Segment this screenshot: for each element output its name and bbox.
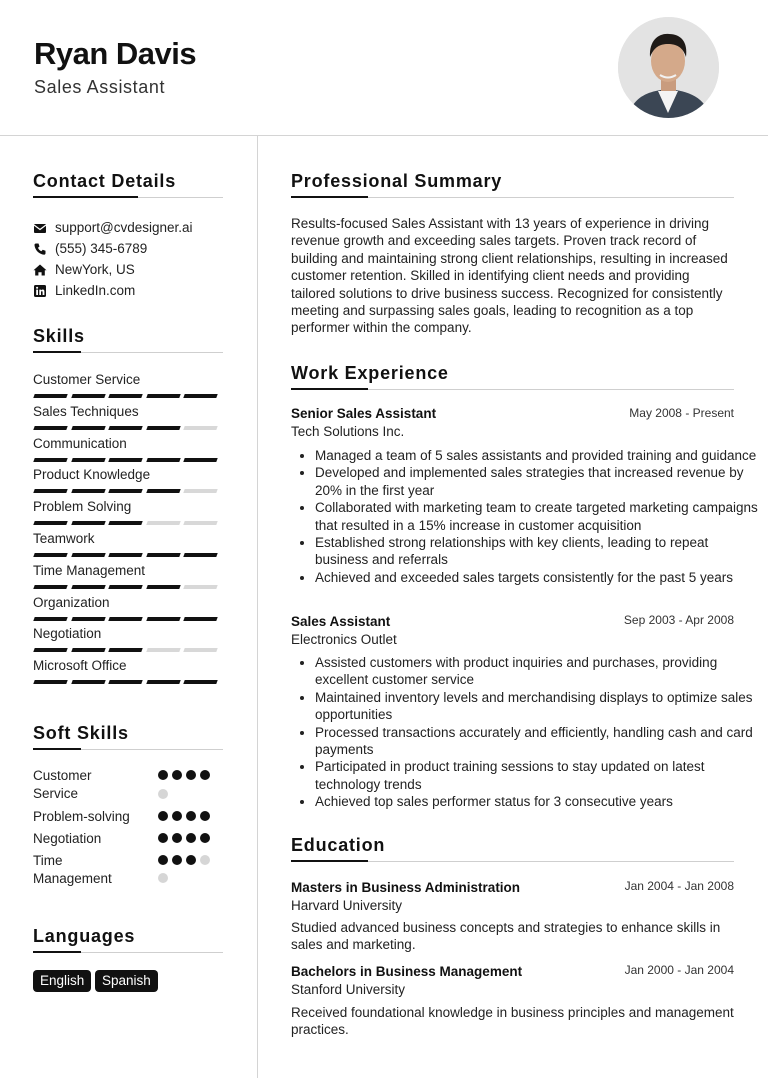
skill-level-segment [71, 617, 105, 621]
skill-label: Organization [33, 594, 110, 610]
skill-level-segment [146, 426, 180, 430]
languages-section-rule [33, 952, 223, 953]
profile-photo [618, 17, 719, 118]
rating-dot [200, 770, 210, 780]
skill-level-segment [184, 585, 218, 589]
job-dates: May 2008 - Present [629, 406, 734, 420]
skill-level-segment [108, 617, 142, 621]
skills-section-rule [33, 352, 223, 353]
skill-level-segment [146, 553, 180, 557]
soft-skill-rating [158, 833, 214, 843]
skill-level-bar [34, 426, 222, 431]
skill-level-segment [33, 617, 67, 621]
job-company: Tech Solutions Inc. [291, 424, 405, 439]
education-school: Harvard University [291, 898, 403, 913]
skill-level-segment [33, 458, 67, 462]
skill-level-segment [184, 648, 218, 652]
skill-level-segment [146, 521, 180, 525]
skill-level-segment [146, 680, 180, 684]
summary-text: Results-focused Sales Assistant with 13 years of experience in driving revenue growth and exceeding sales targets. Proven track record of building and maintaining strong client relationships, resulting in increased customer retention. Skilled in identifying client needs and providing tailored solutions to drive business success. Recognized for consistently meeting and surpassing sales goals, leading to recognition as a top performer within the company. [291, 216, 728, 336]
job-bullet: • Achieved top sales performer status for 3 consecutive years [315, 793, 759, 810]
job-bullet: • Achieved and exceeded sales targets consistently for the past 5 years [315, 569, 759, 586]
education-section-rule [291, 861, 734, 862]
rating-dot [158, 855, 168, 865]
rating-dot [172, 770, 182, 780]
soft-skill-rating-extra-dot [158, 789, 168, 799]
skill-level-segment [108, 680, 142, 684]
education-description: Received foundational knowledge in business principles and management practices. [291, 1005, 734, 1038]
phone-icon [33, 242, 47, 256]
skill-label: Communication [33, 435, 127, 451]
job-bullet: • Managed a team of 5 sales assistants and provided training and guidance [315, 447, 759, 464]
contact-email [33, 220, 193, 235]
job-bullets [291, 654, 759, 811]
skill-level-segment [146, 585, 180, 589]
skill-level-segment [108, 521, 142, 525]
skill-level-segment [33, 648, 67, 652]
skill-level-segment [184, 489, 218, 493]
skill-level-segment [33, 680, 67, 684]
education-section-title: Education [291, 835, 386, 855]
contact-section-title: Contact Details [33, 171, 177, 191]
education-dates: Jan 2000 - Jan 2004 [624, 963, 734, 977]
skill-level-segment [33, 553, 67, 557]
skill-level-segment [71, 680, 105, 684]
soft-skill-label: Problem-solving [33, 809, 130, 824]
linkedin-icon [33, 284, 47, 298]
soft-skill-label: Time Management [33, 853, 112, 886]
skill-level-segment [33, 394, 67, 398]
job-bullets [291, 447, 759, 586]
job-dates: Sep 2003 - Apr 2008 [623, 613, 734, 627]
education-description: Studied advanced business concepts and strategies to enhance skills in sales and marketing. [291, 920, 721, 953]
soft-skill-label: Negotiation [33, 831, 102, 846]
job-bullet: • Developed and implemented sales strategies that increased revenue by 20% in the first year [315, 464, 759, 499]
experience-section-rule [291, 389, 734, 390]
contact-linkedin-text[interactable]: LinkedIn.com [55, 283, 136, 298]
skill-label: Problem Solving [33, 499, 132, 515]
rating-dot [186, 811, 196, 821]
skill-level-segment [108, 553, 142, 557]
rating-dot [200, 855, 210, 865]
skill-level-bar [34, 458, 222, 463]
skill-level-segment [33, 489, 67, 493]
skill-level-segment [184, 394, 218, 398]
job-bullet: • Established strong relationships with key clients, leading to repeat business and referrals [315, 534, 759, 569]
skill-level-bar [34, 680, 222, 685]
rating-dot [158, 770, 168, 780]
soft-skill-rating [158, 811, 214, 821]
experience-section-title: Work Experience [291, 363, 449, 383]
job-title: Sales Assistant [291, 614, 391, 629]
job-title: Senior Sales Assistant [291, 406, 437, 421]
contact-section-rule [33, 197, 223, 198]
job-bullet: • Maintained inventory levels and merchandising displays to optimize sales opportunities [315, 689, 759, 724]
skill-level-bar [34, 489, 222, 494]
contact-location [33, 262, 135, 277]
candidate-name: Ryan Davis [34, 36, 197, 71]
soft-skill-rating-extra-dot [158, 873, 168, 883]
language-tag-english: English [33, 970, 91, 992]
skill-level-segment [184, 680, 218, 684]
skill-level-segment [184, 553, 218, 557]
skill-level-segment [184, 617, 218, 621]
skill-level-segment [184, 521, 218, 525]
rating-dot [172, 855, 182, 865]
skill-level-segment [108, 648, 142, 652]
rating-dot [158, 833, 168, 843]
job-bullet: • Participated in product training sessions to stay updated on latest technology trends [315, 758, 759, 793]
skill-level-bar [34, 648, 222, 653]
skill-level-segment [33, 521, 67, 525]
soft-skills-section-title: Soft Skills [33, 723, 129, 743]
skill-level-segment [71, 426, 105, 430]
rating-dot [172, 833, 182, 843]
soft-skill-rating [158, 770, 214, 780]
job-bullet: • Collaborated with marketing team to create targeted marketing campaigns that resulted in a 15% increase in customer acquisition [315, 499, 759, 534]
skill-level-segment [71, 521, 105, 525]
contact-linkedin[interactable] [33, 283, 135, 298]
rating-dot [200, 811, 210, 821]
skill-level-bar [34, 521, 222, 526]
job-bullet: • Assisted customers with product inquiries and purchases, providing excellent customer service [315, 654, 759, 689]
rating-dot [172, 811, 182, 821]
contact-phone-text: (555) 345-6789 [55, 241, 148, 256]
candidate-title: Sales Assistant [34, 77, 166, 97]
skill-level-segment [108, 489, 142, 493]
skills-section-title: Skills [33, 326, 85, 346]
skill-level-segment [71, 394, 105, 398]
languages-section-title: Languages [33, 926, 136, 946]
skill-level-segment [71, 553, 105, 557]
education-dates: Jan 2004 - Jan 2008 [624, 879, 734, 893]
language-tag-spanish: Spanish [95, 970, 158, 992]
job-bullet: • Processed transactions accurately and efficiently, handling cash and card payments [315, 724, 759, 759]
skill-label: Microsoft Office [33, 658, 127, 674]
contact-email-text: support@cvdesigner.ai [55, 220, 193, 235]
soft-skill-rating [158, 855, 214, 865]
contact-location-text: NewYork, US [55, 262, 135, 277]
skill-label: Time Management [33, 562, 146, 578]
skill-level-segment [71, 458, 105, 462]
skill-level-segment [146, 394, 180, 398]
skill-level-segment [71, 648, 105, 652]
skill-level-segment [33, 585, 67, 589]
summary-section-title: Professional Summary [291, 171, 503, 191]
skill-label: Customer Service [33, 372, 141, 387]
skill-label: Negotiation [33, 626, 102, 642]
skill-level-bar [34, 394, 222, 399]
skill-level-segment [184, 458, 218, 462]
soft-skill-label: Customer Service [33, 768, 92, 801]
education-degree: Bachelors in Business Management [291, 964, 523, 979]
resume-header [0, 0, 768, 136]
skill-level-segment [146, 489, 180, 493]
skill-level-segment [71, 489, 105, 493]
soft-skills-section-rule [33, 749, 223, 750]
skill-level-segment [33, 426, 67, 430]
skill-level-segment [108, 426, 142, 430]
envelope-icon [33, 221, 47, 235]
education-school: Stanford University [291, 982, 406, 997]
skill-level-segment [108, 585, 142, 589]
rating-dot [186, 855, 196, 865]
rating-dot [186, 770, 196, 780]
skill-level-segment [71, 585, 105, 589]
education-degree: Masters in Business Administration [291, 880, 521, 895]
skill-level-bar [34, 617, 222, 622]
rating-dot [200, 833, 210, 843]
skill-label: Sales Techniques [33, 403, 139, 419]
column-divider [257, 136, 258, 1078]
skill-level-segment [146, 648, 180, 652]
skill-level-bar [34, 585, 222, 590]
home-icon [33, 263, 47, 277]
skill-label: Teamwork [33, 531, 95, 546]
skill-label: Product Knowledge [33, 467, 151, 483]
summary-section-rule [291, 197, 734, 198]
contact-phone [33, 241, 147, 256]
job-company: Electronics Outlet [291, 632, 397, 647]
rating-dot [158, 811, 168, 821]
skill-level-bar [34, 553, 222, 558]
rating-dot [186, 833, 196, 843]
skill-level-segment [184, 426, 218, 430]
skill-level-segment [146, 458, 180, 462]
skill-level-segment [108, 458, 142, 462]
skill-level-segment [108, 394, 142, 398]
skill-level-segment [146, 617, 180, 621]
